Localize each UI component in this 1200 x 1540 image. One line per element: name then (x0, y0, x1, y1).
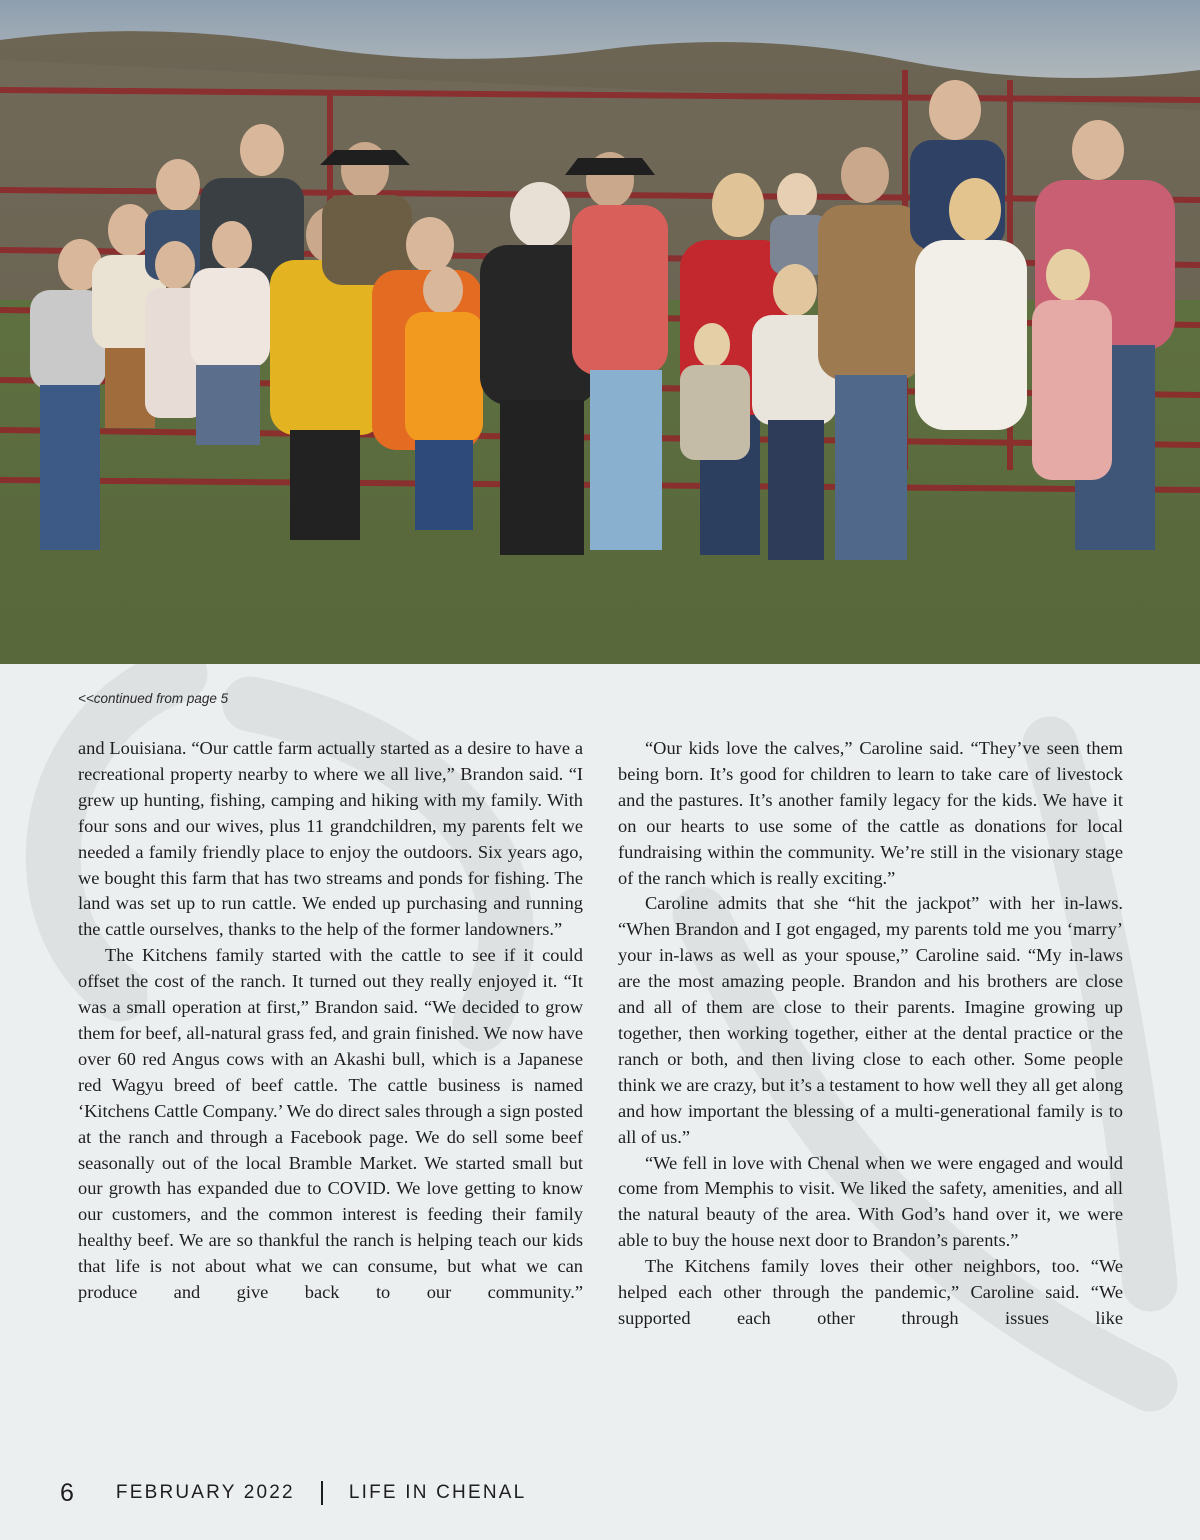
page-footer (60, 1478, 526, 1508)
article-column-right (618, 736, 1123, 1332)
family-photo (0, 0, 1200, 664)
magazine-name: LIFE IN CHENAL (348, 1482, 527, 1503)
continued-note: <<continued from page 5 (78, 691, 229, 706)
paragraph: and Louisiana. “Our cattle farm actually started as a desire to have a recreational property nearby to where we all live,” Brandon said. “I grew up hunting, fishing, camping and hiking with my family. With four sons and our wives, plus 11 grandchildren, my parents felt we needed a family friendly place to enjoy the outdoors. Six years ago, we bought this farm that has two streams and ponds for fishing. The land was set up to run cattle. We ended up purchasing and running the cattle ourselves, thanks to the help of the former landowners.” (78, 738, 583, 940)
paragraph: “We fell in love with Chenal when we were engaged and would come from Memphis to visit. We liked the safety, amenities, and all the natural beauty of the area. With God’s hand over it, we were able to buy the house next door to Brandon’s parents.” (618, 1152, 1123, 1251)
paragraph: “Our kids love the calves,” Caroline said. “They’ve seen them being born. It’s good for children to learn to take care of livestock and the pastures. It’s another family legacy for the kids. We have it on our hearts to use some of the cattle as donations for local fundraising within the community. We’re still in the visionary stage of the ranch which is really exciting.” (618, 738, 1123, 888)
paragraph: The Kitchens family started with the cattle to see if it could offset the cost of the ranch. It turned out they really enjoyed it. “It was a small operation at first,” Brandon said. “We decided to grow them for beef, all-natural grass fed, and grain finished. We now have over 60 red Angus cows with an Akashi bull, which is a Japanese red Wagyu breed of beef cattle. The cattle business is named ‘Kitchens Cattle Company.’ We do direct sales through a sign posted at the ranch and through a Facebook page. We do sell some beef seasonally out of the local Bramble Market. We started small but our growth has expanded due to COVID. We love getting to know our customers, and the common interest is feeding their family healthy beef. We are so thankful the ranch is helping teach our kids that life is not about what we can consume, but what we can produce and give back to our community.” (78, 945, 583, 1303)
issue-date: FEBRUARY 2022 (115, 1482, 295, 1503)
article-column-left (78, 736, 583, 1306)
page-number: 6 (60, 1478, 74, 1507)
paragraph: The Kitchens family loves their other neighbors, too. “We helped each other through the pandemic,” Caroline said. “We supported each other through issues like (618, 1256, 1123, 1328)
footer-divider (321, 1481, 323, 1505)
family-photo-illustration (0, 0, 1200, 664)
paragraph: Caroline admits that she “hit the jackpot” with her in-laws. “When Brandon and I got engaged, my parents told me you ‘marry’ your in-laws as well as your spouse,” Caroline said. “My in-laws are the most amazing people. Brandon and his brothers are close and all of them are close to their parents. Imagine growing up together, then working together, either at the dental practice or the ranch or both, and then living close to each other. Some people think we are crazy, but it’s a testament to how well they all get along and how important the blessing of a multi-generational family is to all of us.” (618, 893, 1123, 1147)
